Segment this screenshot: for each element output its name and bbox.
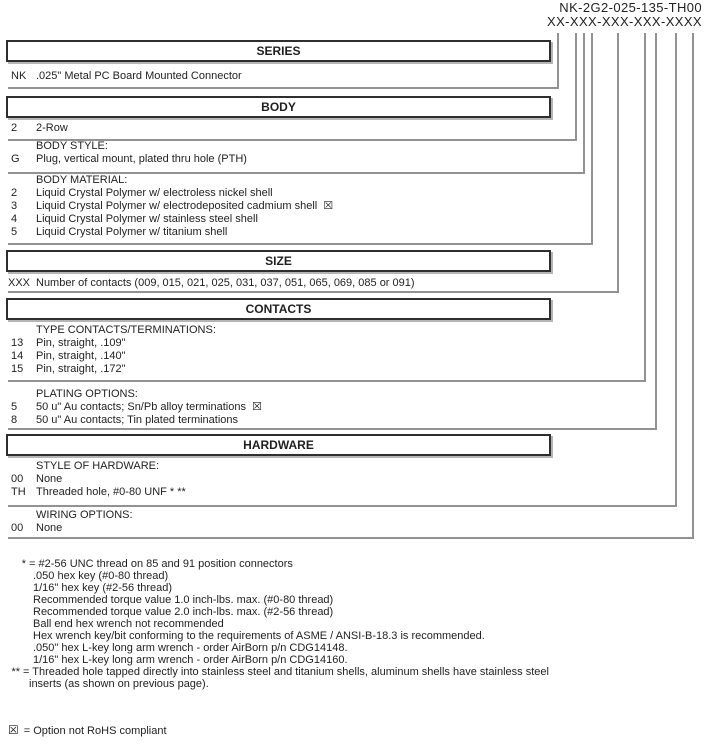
size-option-row bbox=[8, 277, 415, 290]
option-desc: Liquid Crystal Polymer w/ electrodeposited cadmium shell bbox=[36, 200, 318, 212]
legend-text: = Option not RoHS compliant bbox=[23, 725, 167, 737]
option-code: 5 bbox=[11, 401, 18, 413]
footnote-text: Threaded hole tapped directly into stainless steel and titanium shells, aluminum shells have stainless steel bbox=[32, 666, 549, 678]
footnote-line: Ball end hex wrench not recommended bbox=[33, 618, 224, 630]
footnote-line: 1/16" hex key (#2-56 thread) bbox=[33, 582, 173, 594]
wiring-options-label: WIRING OPTIONS: bbox=[36, 509, 133, 521]
footnote-continuation-line: inserts (as shown on previous page). bbox=[29, 678, 209, 690]
size-section-header: SIZE bbox=[6, 250, 551, 272]
plating-option bbox=[8, 401, 262, 414]
wiring-option bbox=[8, 522, 62, 535]
part-number-block bbox=[547, 1, 702, 29]
footnote-line: .050 hex key (#0-80 thread) bbox=[33, 570, 169, 582]
footnote-text: #2-56 UNC thread on 85 and 91 position connectors bbox=[38, 558, 293, 570]
hardware-style-label: STYLE OF HARDWARE: bbox=[36, 460, 160, 472]
body-material-option bbox=[8, 226, 227, 239]
contacts-type-label: TYPE CONTACTS/TERMINATIONS: bbox=[36, 324, 216, 336]
footnote-double-star-line bbox=[2, 666, 549, 678]
equals-sign: = bbox=[23, 666, 30, 678]
not-rohs-icon: ☒ bbox=[8, 723, 19, 737]
option-desc: Plug, vertical mount, plated thru hole (PTH) bbox=[36, 153, 247, 165]
option-desc: Liquid Crystal Polymer w/ electroless nickel shell bbox=[36, 187, 273, 199]
option-code: 00 bbox=[11, 473, 24, 485]
option-desc: .025" Metal PC Board Mounted Connector bbox=[36, 70, 242, 82]
option-code: 2 bbox=[11, 122, 18, 134]
option-desc: 50 u" Au contacts; Sn/Pb alloy terminations bbox=[36, 401, 246, 413]
rohs-legend bbox=[8, 724, 167, 738]
not-rohs-icon: ☒ bbox=[323, 200, 334, 212]
option-desc: None bbox=[36, 522, 63, 534]
option-code: 3 bbox=[11, 200, 18, 212]
option-desc: Pin, straight, .140" bbox=[36, 350, 126, 362]
option-desc: 2-Row bbox=[36, 122, 68, 134]
plating-options-label: PLATING OPTIONS: bbox=[36, 388, 138, 400]
option-code: 8 bbox=[11, 414, 18, 426]
footnote-line: 1/16" hex L-key long arm wrench - order AirBorn p/n CDG14160. bbox=[33, 654, 348, 666]
contacts-section-header: CONTACTS bbox=[6, 298, 551, 320]
hardware-style-option bbox=[8, 486, 186, 499]
part-number-example: NK-2G2-025-135-TH00 bbox=[559, 0, 702, 15]
body-style-option bbox=[8, 153, 247, 166]
body-material-option bbox=[8, 187, 273, 200]
body-row-option bbox=[8, 122, 68, 135]
part-number-mask: XX-XXX-XXX-XXX-XXXX bbox=[547, 14, 702, 29]
plating-option bbox=[8, 414, 238, 427]
hardware-section-header: HARDWARE bbox=[6, 434, 551, 456]
footnote-line: Hex wrench key/bit conforming to the requirements of ASME / ANSI-B-18.3 is recommended. bbox=[33, 630, 485, 642]
not-rohs-icon: ☒ bbox=[251, 401, 262, 413]
option-code: 4 bbox=[11, 213, 18, 225]
footnote-line: Recommended torque value 2.0 inch-lbs. max. (#2-56 thread) bbox=[33, 606, 334, 618]
contacts-type-option bbox=[8, 363, 126, 376]
body-section-header: BODY bbox=[6, 96, 551, 118]
option-desc: Number of contacts (009, 015, 021, 025, 031, 037, 051, 065, 069, 085 or 091) bbox=[36, 277, 415, 289]
footnote-double-star-symbol: ** bbox=[11, 666, 20, 678]
option-desc: Threaded hole, #0-80 UNF * ** bbox=[36, 486, 186, 498]
option-desc: 50 u" Au contacts; Tin plated terminations bbox=[36, 414, 239, 426]
option-desc: Pin, straight, .172" bbox=[36, 363, 126, 375]
option-desc: Liquid Crystal Polymer w/ stainless steel shell bbox=[36, 213, 258, 225]
footnote-line: .050" hex L-key long arm wrench - order AirBorn p/n CDG14148. bbox=[33, 642, 348, 654]
hardware-style-option bbox=[8, 473, 62, 486]
body-material-option bbox=[8, 200, 333, 213]
option-code: 14 bbox=[11, 350, 24, 362]
body-material-label: BODY MATERIAL: bbox=[36, 174, 128, 186]
option-desc: Pin, straight, .109" bbox=[36, 337, 126, 349]
contacts-type-option bbox=[8, 337, 126, 350]
option-desc: Liquid Crystal Polymer w/ titanium shell bbox=[36, 226, 228, 238]
option-code: NK bbox=[11, 70, 27, 82]
option-code: TH bbox=[11, 486, 26, 498]
footnote-star-line bbox=[8, 558, 293, 570]
footnote-star-symbol: * bbox=[21, 558, 26, 570]
option-code: 13 bbox=[11, 337, 24, 349]
series-option-row bbox=[8, 70, 242, 83]
option-code: XXX bbox=[8, 277, 31, 289]
option-desc: None bbox=[36, 473, 63, 485]
contacts-type-option bbox=[8, 350, 126, 363]
series-section-header: SERIES bbox=[6, 40, 551, 62]
body-style-label: BODY STYLE: bbox=[36, 140, 108, 152]
option-code: 15 bbox=[11, 363, 24, 375]
option-code: 00 bbox=[11, 522, 24, 534]
body-material-option bbox=[8, 213, 258, 226]
footnote-line: Recommended torque value 1.0 inch-lbs. max. (#0-80 thread) bbox=[33, 594, 334, 606]
option-code: 5 bbox=[11, 226, 18, 238]
equals-sign: = bbox=[29, 558, 36, 570]
option-code: G bbox=[11, 153, 20, 165]
option-code: 2 bbox=[11, 187, 18, 199]
